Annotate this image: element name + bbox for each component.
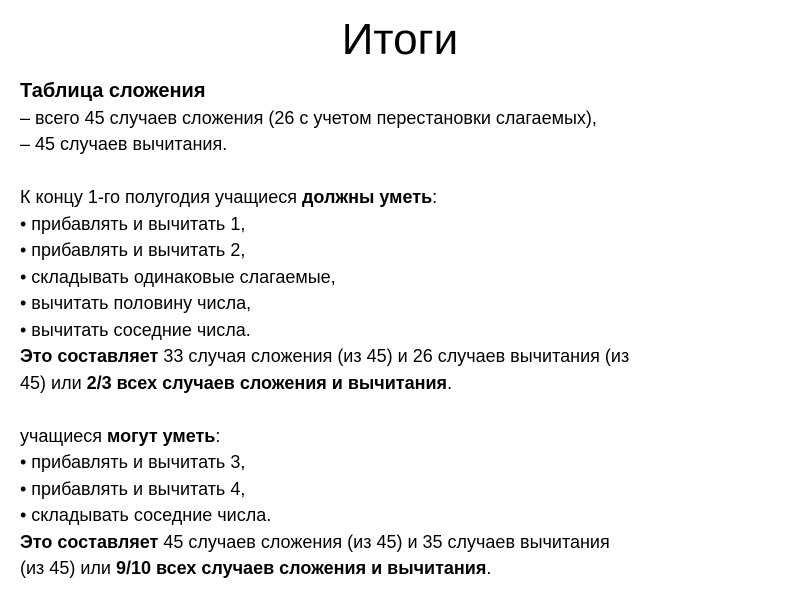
can-know-summary-line1	[20, 529, 790, 556]
summary-text: 45) или	[20, 372, 87, 393]
must-know-intro	[20, 184, 790, 211]
summary-period: .	[486, 558, 492, 578]
summary-lead: Это составляет	[20, 346, 159, 366]
summary-fraction: 9/10 всех случаев сложения и вычитания	[115, 558, 487, 578]
list-item: • прибавлять и вычитать 3,	[20, 452, 246, 472]
spacer	[20, 158, 790, 185]
list-item: • прибавлять и вычитать 2,	[20, 240, 246, 260]
intro-emphasis: могут уметь	[107, 425, 216, 446]
intro-text: учащиеся	[20, 425, 108, 446]
must-know-summary-line1	[20, 343, 790, 370]
list-item: • вычитать половину числа,	[20, 293, 252, 313]
intro-emphasis: должны уметь	[301, 187, 433, 207]
intro-colon: :	[215, 425, 221, 446]
can-know-summary-line2	[20, 555, 790, 582]
slide-body	[20, 78, 790, 582]
list-item: • складывать одинаковые слагаемые,	[20, 266, 336, 287]
can-know-intro	[20, 423, 790, 450]
subtraction-count-line: – 45 случаев вычитания.	[20, 134, 228, 154]
must-know-summary-line2	[20, 370, 790, 397]
addition-count-line: – всего 45 случаев сложения (26 с учетом перестановки слагаемых),	[20, 107, 597, 128]
spacer	[20, 396, 790, 423]
summary-fraction: 2/3 всех случаев сложения и вычитания	[86, 372, 448, 393]
summary-period: .	[447, 372, 453, 393]
intro-colon: :	[432, 187, 438, 207]
summary-lead: Это составляет	[20, 531, 159, 552]
summary-text: (из 45) или	[20, 558, 116, 578]
list-item: • прибавлять и вычитать 1,	[20, 213, 246, 234]
summary-text: 33 случая сложения (из 45) и 26 случаев вычитания (из	[158, 346, 630, 366]
slide-title: Итоги	[341, 15, 459, 64]
intro-text: К концу 1-го полугодия учащиеся	[20, 187, 302, 207]
list-item: • складывать соседние числа.	[20, 505, 272, 525]
section-heading: Таблица сложения	[20, 80, 206, 102]
list-item: • прибавлять и вычитать 4,	[20, 478, 246, 499]
summary-text: 45 случаев сложения (из 45) и 35 случаев вычитания	[158, 531, 610, 552]
list-item: • вычитать соседние числа.	[20, 319, 251, 340]
